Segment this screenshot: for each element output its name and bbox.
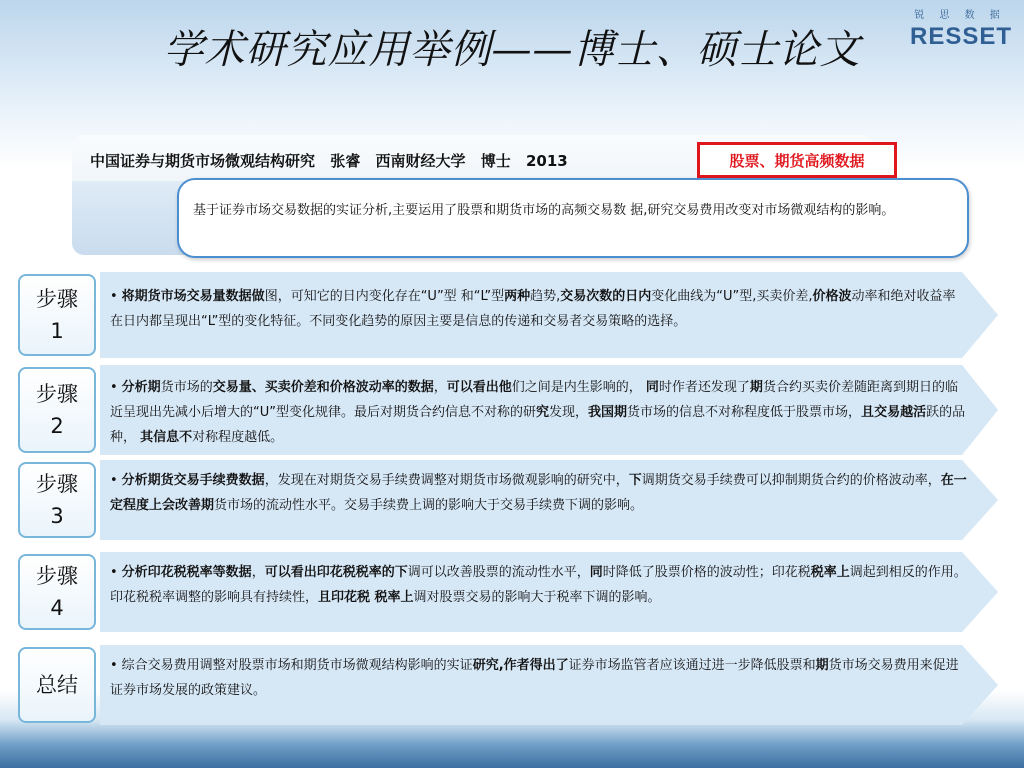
body-text: 时作者还发现了 <box>658 380 750 395</box>
emphasis-text: 期 <box>749 380 763 395</box>
body-text: ，发现在对期货交易手续费调整对期货市场微观影响的研究中， <box>264 473 629 488</box>
summary-callout-text: 基于证券市场交易数据的实证分析,主要运用了股票和期货市场的高频交易数 据,研究交易费用改变对市场微观结构的影响。 <box>193 203 895 218</box>
emphasis-text: 可以看出他 <box>446 380 512 395</box>
body-text: 货市场的 <box>160 380 213 395</box>
body-text: 综合交易费用调整对股票市场和期货市场微观结构影响的实证 <box>121 658 473 673</box>
emphasis-text: 下 <box>628 473 642 488</box>
step-2-label-text: 步骤 <box>36 382 78 406</box>
body-text: 货市场的流动性水平。交易手续费上调的影响大于交易手续费下调的影响。 <box>214 498 644 513</box>
resset-logo <box>910 6 1013 51</box>
emphasis-text: 分析印花税税率等数据 <box>121 565 252 580</box>
bullet-marker: • <box>110 380 118 395</box>
body-text: 发现， <box>549 405 589 420</box>
emphasis-text: 究 <box>536 405 550 420</box>
step-4-label-number: 4 <box>50 596 64 620</box>
paper-title: 中国证券与期货市场微观结构研究 <box>90 152 316 170</box>
paper-info-line <box>90 150 578 171</box>
step-row-summary <box>18 645 998 725</box>
body-text: 调可以改善股票的流动性水平， <box>407 565 590 580</box>
body-text: 调对股票交易的影响大于税率下调的影响。 <box>413 590 661 605</box>
emphasis-text: 其信息不 <box>140 430 193 445</box>
step-1-text <box>110 284 968 334</box>
step-row-2 <box>18 365 998 455</box>
bullet-marker: • <box>110 658 118 673</box>
step-2-label <box>18 367 96 453</box>
step-1-label-number: 1 <box>50 319 64 343</box>
paper-university: 西南财经大学 <box>375 152 466 170</box>
body-text: 趋势, <box>530 289 561 304</box>
data-type-tag <box>697 142 897 178</box>
body-text: 对称程度越低。 <box>192 430 284 445</box>
step-3-label <box>18 462 96 538</box>
bullet-marker: • <box>110 289 118 304</box>
summary-label <box>18 647 96 723</box>
body-text: 货市场交易费用来促进证券市场发展的政策建议。 <box>110 658 959 698</box>
step-1-label-text: 步骤 <box>36 287 78 311</box>
step-4-text <box>110 560 968 610</box>
logo-chinese-text: 锐 思 数 据 <box>914 10 1006 21</box>
emphasis-text: 且印花税 税率上 <box>318 590 414 605</box>
body-text: 调起到相反的作用。印花税税率调整的影响具有持续性， <box>110 565 967 605</box>
step-row-1 <box>18 272 998 358</box>
step-4-label <box>18 554 96 630</box>
emphasis-text: 分析期 <box>121 380 161 395</box>
body-text: 货市场的信息不对称程度低于股票市场， <box>627 405 862 420</box>
emphasis-text: 我国期 <box>588 405 628 420</box>
emphasis-text: 可以看出印花税税率的下 <box>264 565 408 580</box>
emphasis-text: 在一定程度上会改善期 <box>110 473 967 513</box>
emphasis-text: 将期货市场交易量数据做 <box>121 289 265 304</box>
summary-text <box>110 653 968 703</box>
step-2-label-number: 2 <box>50 414 64 438</box>
emphasis-text: 期 <box>815 658 829 673</box>
step-3-label-text: 步骤 <box>36 472 78 496</box>
body-text: 动率和绝对收益率在日内都呈现出“L”型的变化特征。不同变化趋势的原因主要是信息的传递和交易者交易策略的选择。 <box>110 289 956 329</box>
body-text: 货合约买卖价差随距离到期日的临近呈现出先减小后增大的“U”型变化规律。最后对期货合约信息不对称的研 <box>110 380 958 420</box>
paper-year: 2013 <box>526 152 568 170</box>
emphasis-text: 税率上 <box>810 565 850 580</box>
emphasis-text: 交易量、买卖价差和价格波动率的数据 <box>212 380 434 395</box>
body-text: 们之间是内生影响的， <box>511 380 646 395</box>
slide-title: 学术研究应用举例——博士、硕士论文 <box>163 27 861 73</box>
body-text: 时降低了股票价格的波动性；印花税 <box>602 565 811 580</box>
data-type-tag-label: 股票、期货高频数据 <box>729 151 865 170</box>
emphasis-text: 两种 <box>504 289 531 304</box>
summary-label-text: 总结 <box>36 673 78 697</box>
step-4-label-text: 步骤 <box>36 564 78 588</box>
bullet-marker: • <box>110 473 118 488</box>
step-1-label <box>18 274 96 356</box>
emphasis-text: 且交易越活 <box>861 405 927 420</box>
body-text: 调期货交易手续费可以抑制期货合约的价格波动率， <box>641 473 941 488</box>
body-text: 图，可知它的日内变化存在“U”型 和“L”型 <box>264 289 505 304</box>
step-row-3 <box>18 460 998 540</box>
step-2-text <box>110 375 968 450</box>
step-3-label-number: 3 <box>50 504 64 528</box>
emphasis-text: 同 <box>645 380 659 395</box>
body-text: 证券市场监管者应该通过进一步降低股票和 <box>568 658 816 673</box>
body-text: 变化曲线为“U”型,买卖价差, <box>651 289 813 304</box>
step-3-text <box>110 468 968 518</box>
body-text: 跃的品种， <box>110 405 966 445</box>
step-row-4 <box>18 552 998 632</box>
paper-degree: 博士 <box>480 152 511 170</box>
paper-author: 张睿 <box>330 152 361 170</box>
summary-callout <box>177 178 969 258</box>
emphasis-text: 交易次数的日内 <box>560 289 652 304</box>
bullet-marker: • <box>110 565 118 580</box>
emphasis-text: 分析期货交易手续费数据 <box>121 473 265 488</box>
emphasis-text: 研究,作者得出了 <box>472 658 569 673</box>
logo-english-text: RESSET <box>910 23 1013 50</box>
body-text: ， <box>251 565 265 580</box>
body-text: ， <box>433 380 447 395</box>
emphasis-text: 价格波 <box>812 289 852 304</box>
emphasis-text: 同 <box>589 565 603 580</box>
